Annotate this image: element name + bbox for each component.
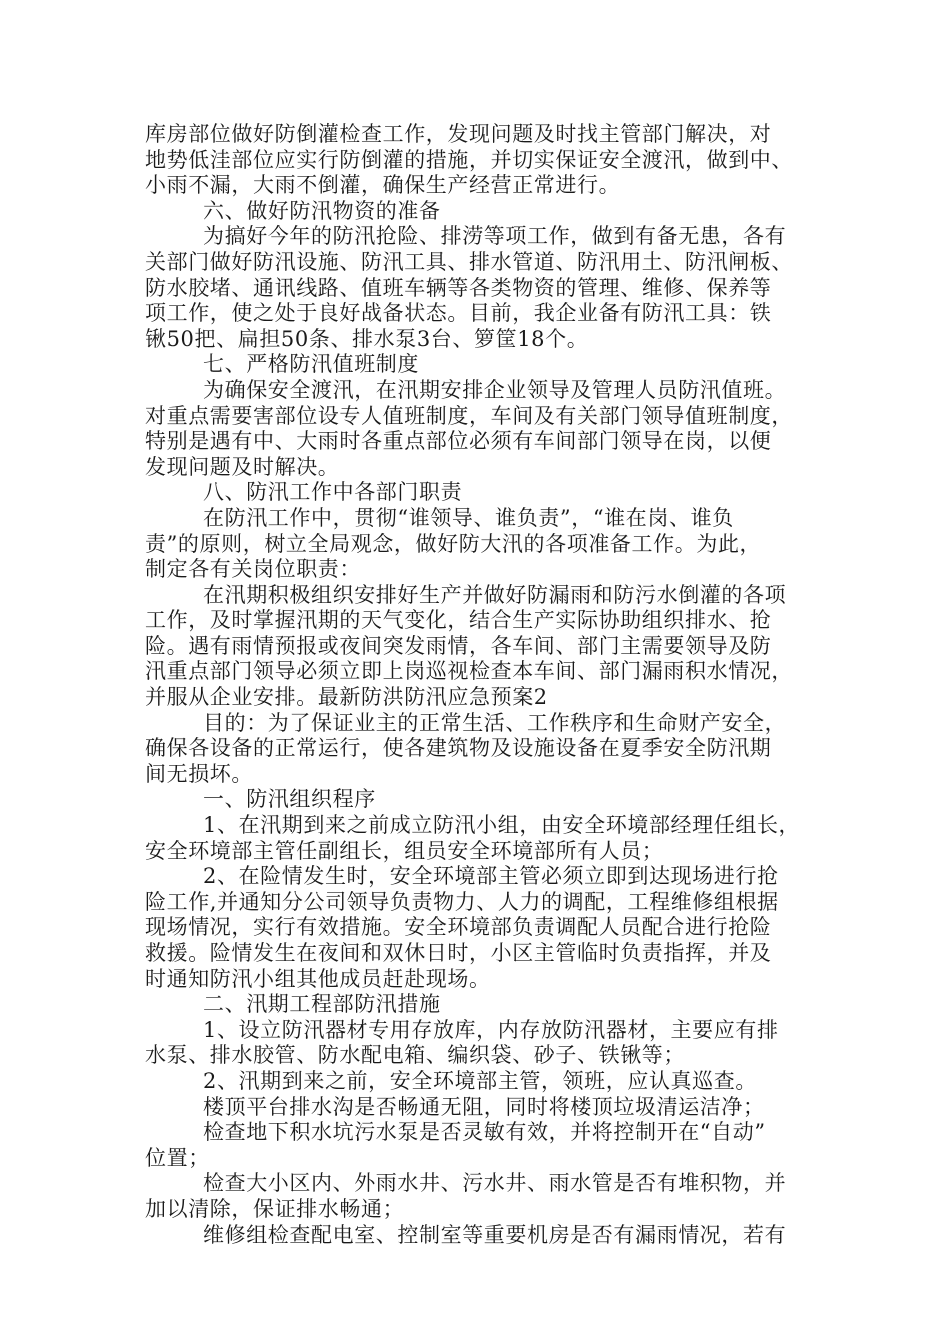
text-line: 七、严格防汛值班制度: [203, 352, 419, 377]
text-line: 六、做好防汛物资的准备: [203, 198, 441, 223]
text-line: 对重点需要害部位设专人值班制度，车间及有关部门领导值班制度，: [145, 403, 793, 428]
text-line: 检查大小区内、外雨水井、污水井、雨水管是否有堆积物，并: [203, 1171, 787, 1196]
text-line: 2、在险情发生时，安全环境部主管必须立即到达现场进行抢: [203, 864, 779, 889]
text-line: 发现问题及时解决。: [145, 454, 340, 479]
text-line: 八、防汛工作中各部门职责: [203, 480, 463, 505]
text-line: 地势低洼部位应实行防倒灌的措施，并切实保证安全渡汛，做到中、: [145, 147, 793, 172]
text-line: 水泵、排水胶管、防水配电箱、编织袋、砂子、铁锹等；: [145, 1043, 685, 1068]
text-line: 二、汛期工程部防汛措施: [203, 992, 441, 1017]
text-line: 楼顶平台排水沟是否畅通无阻，同时将楼顶垃圾清运洁净；: [203, 1094, 765, 1119]
text-line: 并服从企业安排。最新防洪防汛应急预案2: [145, 685, 548, 710]
text-line: 救援。险情发生在夜间和双休日时，小区主管临时负责指挥，并及: [145, 941, 772, 965]
text-line: 为搞好今年的防汛抢险、排涝等项工作，做到有备无患，各有: [203, 224, 787, 249]
text-line: 制定各有关岗位职责：: [145, 557, 361, 582]
text-line: 特别是遇有中、大雨时各重点部位必须有车间部门领导在岗，以便: [145, 429, 772, 454]
text-line: 检查地下积水坑污水泵是否灵敏有效，并将控制开在“自动”: [203, 1120, 766, 1145]
text-line: 库房部位做好防倒灌检查工作，发现问题及时找主管部门解决，对: [145, 122, 772, 146]
text-line: 汛重点部门领导必须立即上岗巡视检查本车间、部门漏雨积水情况，: [145, 659, 793, 684]
text-line: 工作，及时掌握汛期的天气变化，结合生产实际协助组织排水、抢: [145, 608, 772, 633]
text-line: 时通知防汛小组其他成员赶赴现场。: [145, 966, 491, 991]
text-line: 位置；: [145, 1145, 210, 1170]
text-line: 险工作,并通知分公司领导负责物力、人力的调配，工程维修组根据: [145, 889, 779, 914]
text-line: 现场情况，实行有效措施。安全环境部负责调配人员配合进行抢险: [145, 915, 772, 940]
text-line: 在防汛工作中，贯彻“谁领导、谁负责”，“谁在岗、谁负: [203, 505, 734, 530]
text-line: 安全环境部主管任副组长，组员安全环境部所有人员；: [145, 838, 664, 863]
text-line: 目的：为了保证业主的正常生活、工作秩序和生命财产安全，: [203, 710, 787, 735]
text-line: 小雨不漏，大雨不倒灌，确保生产经营正常进行。: [145, 173, 621, 198]
text-line: 锹50把、扁担50条、排水泵3台、箩筐18个。: [145, 326, 589, 351]
text-line: 关部门做好防汛设施、防汛工具、排水管道、防汛用土、防汛闸板、: [145, 249, 793, 274]
text-line: 确保各设备的正常运行，使各建筑物及设施设备在夏季安全防汛期: [145, 736, 772, 761]
text-line: 加以清除，保证排水畅通；: [145, 1196, 405, 1221]
document-body: [145, 122, 813, 1248]
text-line: 在汛期积极组织安排好生产并做好防漏雨和防污水倒灌的各项: [203, 582, 787, 607]
text-line: 为确保安全渡汛，在汛期安排企业领导及管理人员防汛值班。: [203, 377, 787, 402]
text-line: 维修组检查配电室、控制室等重要机房是否有漏雨情况，若有: [203, 1222, 787, 1247]
text-line: 2、汛期到来之前，安全环境部主管，领班，应认真巡查。: [203, 1068, 757, 1093]
text-line: 间无损坏。: [145, 761, 253, 786]
text-line: 一、防汛组织程序: [203, 787, 376, 812]
text-line: 1、在汛期到来之前成立防汛小组，由安全环境部经理任组长，: [203, 813, 801, 838]
text-line: 项工作，使之处于良好战备状态。目前，我企业备有防汛工具：铁: [145, 301, 772, 326]
text-line: 防水胶堵、通讯线路、值班车辆等各类物资的管理、维修、保养等: [145, 275, 772, 300]
text-line: 险。遇有雨情预报或夜间突发雨情，各车间、部门主需要领导及防: [145, 633, 772, 658]
text-line: 1、设立防汛器材专用存放库，内存放防汛器材，主要应有排: [203, 1017, 779, 1042]
text-line: 责”的原则，树立全局观念，做好防大汛的各项准备工作。为此，: [145, 531, 762, 556]
